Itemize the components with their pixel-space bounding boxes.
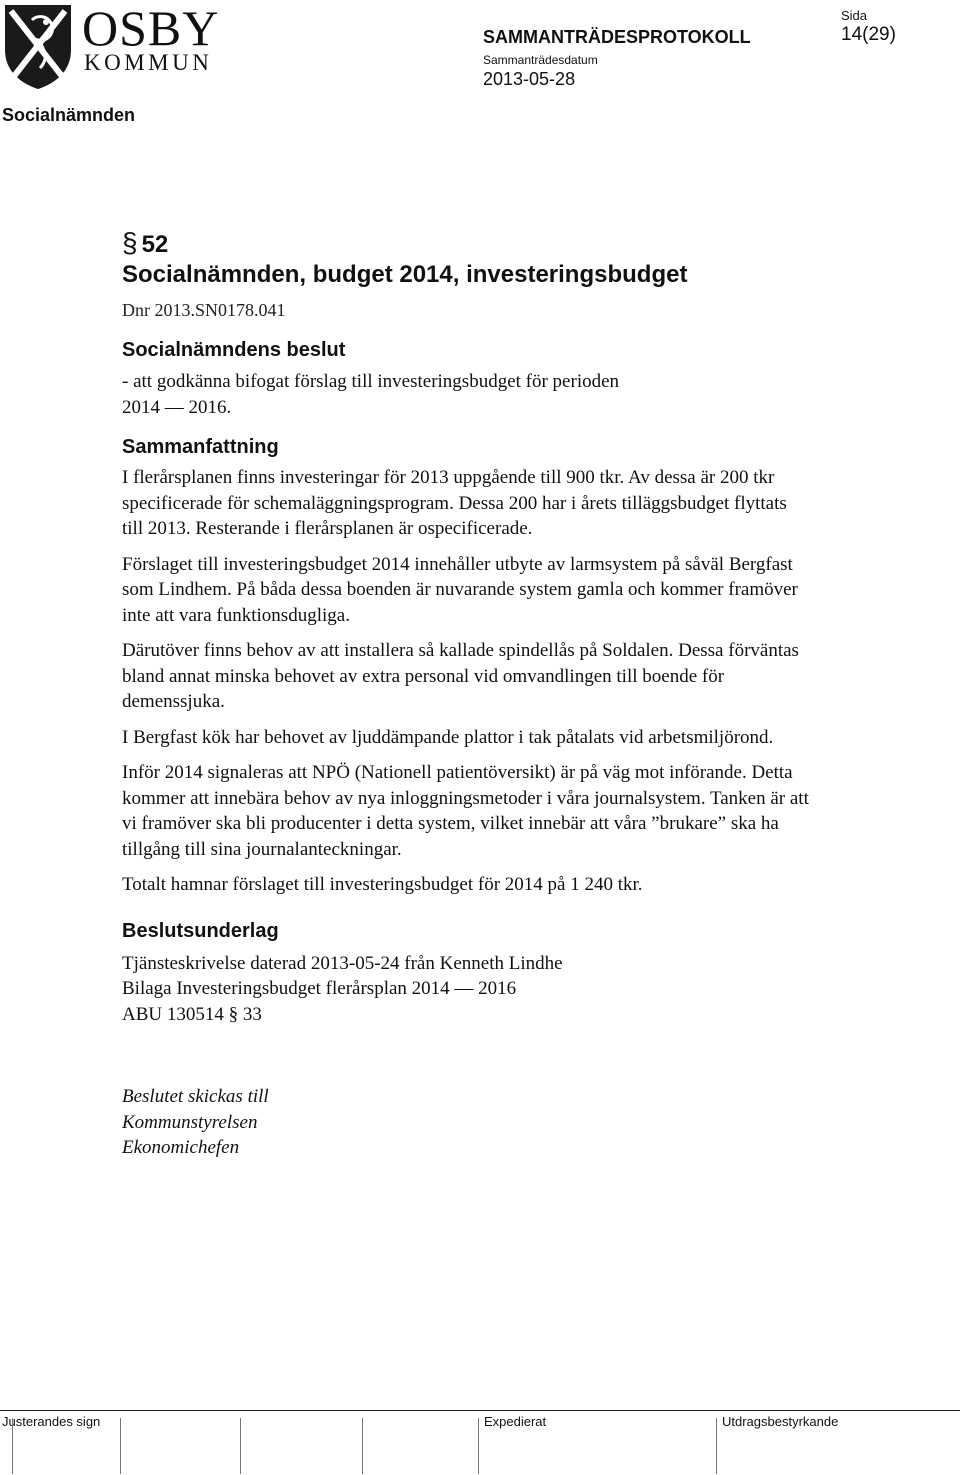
summary-paragraph: Därutöver finns behov av att installera så kallade spindellås på Soldalen. Dessa förväntas bland annat minska behovet av extra personal vid omvandlingen till boende för demenssjuka.: [122, 640, 799, 712]
organization-name: Socialnämnden: [2, 105, 136, 125]
signature-footer: [0, 1410, 960, 1475]
basis-item: Tjänsteskrivelse daterad 2013-05-24 från Kenneth Lindhe: [122, 952, 563, 974]
section-number: [122, 226, 812, 260]
signature-box-divider: [478, 1418, 479, 1474]
brand-name: OSBY: [82, 0, 220, 56]
signature-box-divider: [120, 1418, 121, 1474]
summary-paragraph: I flerårsplanen finns investeringar för 2013 uppgående till 900 tkr. Av dessa är 200 tkr specificerade för schemaläggningsprogram. Dessa 200 har i årets tilläggsbudget flyttats till 2013. Resterande i flerårsplanen är ospecificerade.: [122, 467, 787, 539]
paragraph-symbol: §: [122, 227, 138, 258]
decision-text: - att godkänna bifogat förslag till investeringsbudget för perioden: [122, 371, 620, 392]
basis-item: ABU 130514 § 33: [122, 1003, 262, 1025]
case-number: Dnr 2013.SN0178.041: [122, 300, 286, 320]
signature-box-divider: [716, 1418, 717, 1474]
brand-subtitle: KOMMUN: [84, 50, 213, 75]
basis-heading: Beslutsunderlag: [122, 919, 279, 942]
document-body: [122, 226, 812, 1161]
summary-paragraph: Inför 2014 signaleras att NPÖ (Nationell patientöversikt) är på väg mot införande. Detta kommer att innebära behov av nya inloggningsmetoder i våra journalsystem. Tanken är att vi framöver ska bli producenter i detta system, vilket innebär att våra ”brukare” ska ha tillgång till sina journalanteckningar.: [122, 762, 809, 860]
meeting-date: 2013-05-28: [483, 69, 576, 89]
footer-label-justerandes-sign: Justerandes sign: [2, 1414, 101, 1429]
decision-heading: Socialnämndens beslut: [122, 339, 346, 361]
signature-box-divider: [240, 1418, 241, 1474]
section-title: Socialnämnden, budget 2014, investeringsbudget: [122, 261, 688, 288]
page-label: Sida: [841, 8, 868, 23]
protocol-title: SAMMANTRÄDESPROTOKOLL: [483, 27, 751, 47]
signature-box-divider: [12, 1418, 13, 1474]
footer-label-utdragsbestyrkande: Utdragsbestyrkande: [722, 1414, 839, 1429]
page-number: 14(29): [841, 24, 896, 45]
distribution-recipient: Ekonomichefen: [122, 1137, 240, 1158]
meeting-date-label: Sammanträdesdatum: [483, 53, 598, 67]
basis-item: Bilaga Investeringsbudget flerårsplan 2014 — 2016: [122, 978, 517, 999]
summary-total: Totalt hamnar förslaget till investeringsbudget för 2014 på 1 240 tkr.: [122, 874, 643, 895]
summary-paragraph: I Bergfast kök har behovet av ljuddämpande plattor i tak påtalats vid arbetsmiljörond.: [122, 726, 774, 748]
summary-heading: Sammanfattning: [122, 436, 279, 458]
footer-label-expedierat: Expedierat: [484, 1414, 547, 1429]
distribution-recipient: Kommunstyrelsen: [122, 1111, 258, 1133]
distribution-heading: Beslutet skickas till: [122, 1086, 269, 1107]
paragraph-number: 52: [141, 231, 169, 258]
summary-paragraph: Förslaget till investeringsbudget 2014 innehåller utbyte av larmsystem på såväl Bergfast som Lindhem. På båda dessa boenden är nuvarande system gamla och kommer framöver inte att vara funktionsdugliga.: [122, 553, 798, 626]
decision-period: 2014 — 2016.: [122, 396, 232, 418]
signature-box-divider: [362, 1418, 363, 1474]
osby-coat-of-arms-logo: [2, 2, 74, 90]
